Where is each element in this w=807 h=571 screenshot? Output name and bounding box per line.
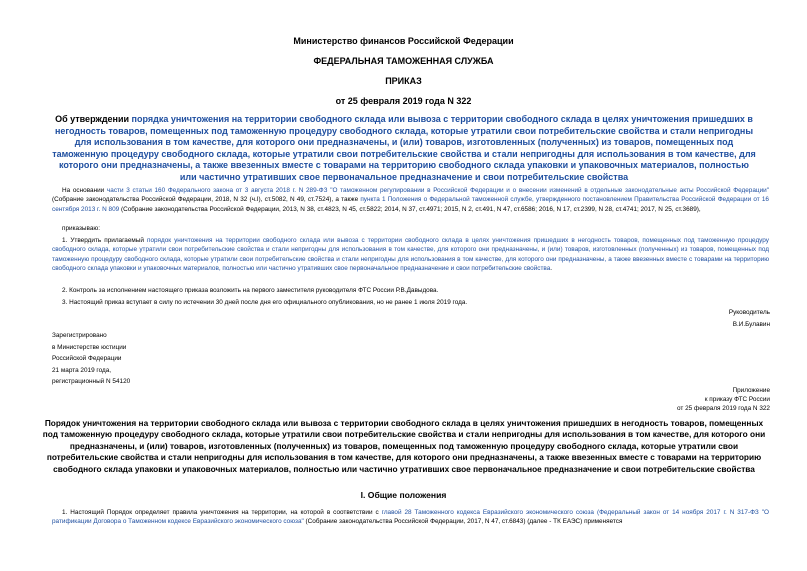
signature-role: Руководитель	[728, 309, 770, 316]
service-name: ФЕДЕРАЛЬНАЯ ТАМОЖЕННАЯ СЛУЖБА	[313, 56, 494, 66]
preamble-text-3: (Собрание законодательства Российской Федерации, 2013, N 38, ст.4823, N 45, ст.5822; 2014, N 37, ст.4971; 2015, N 2, ст.491, N 47, ст.6586; 2016, N 17, ст.2399, N 28, ст.4741; 2017, N 25, ст.3689),	[119, 205, 701, 213]
preamble-paragraph	[52, 186, 769, 214]
ministry-name: Министерство финансов Российской Федерации	[293, 36, 514, 46]
appendix-title: Порядок уничтожения на территории свободного склада или вывоза с территории свободного склада в целях уничтожения пришедших в негодность товаров, помещенных под таможенную процедуру свободного склада, которые утратили свои потребительские свойства и стали непригодны для использования в том качестве, для которого они предназначены, и (или) товаров, изготовленных (полученных) из товаров, помещенных под таможенную процедуру свободного склада, которые утратили свои потребительские свойства и стали непригодны для использования в том качестве, для которого они предназначены, а также ввезенных вместе с товарами на территорию свободного склада упаковки и упаковочных материалов, полностью или частично утративших свое первоначальное предназначение и свои потребительские свойства	[42, 418, 766, 474]
registration-line-5: регистрационный N 54120	[52, 378, 131, 386]
registration-block	[52, 330, 130, 388]
approved-order-link[interactable]: порядок уничтожения на территории свободного склада или вывоза с территории свободного склада в целях уничтожения пришедших в негодность товаров, помещенных под таможенную процедуру свободного склада, которые утратили свои потребительские свойства и стали непригодны для использования в том качестве, для которого они предназначены, и (или) товаров, изготовленных (полученных) из товаров, помещенных под таможенную процедуру свободного склада, которые утратили свои потребительские свойства и стали непригодны для использования в том качестве, для которого они предназначены, а также ввезенных вместе с товарами на территорию свободного склада упаковки и упаковочных материалов, полностью или частично утративших свое первоначальное предназначение и свои потребительские свойства	[52, 237, 769, 272]
law-317-link[interactable]: (Федеральный закон от 14 ноября 2017 г. N 317-ФЗ "О ратификации Договора о Таможенном кодексе Евразийского экономического союза"	[52, 509, 769, 526]
registration-line-1: Зарегистрировано	[52, 332, 107, 339]
law-289-link[interactable]: части 3 статьи 160 Федерального закона от 3 августа 2018 г. N 289-ФЗ "О таможенном регулировании в Российской Федерации и о внесении изменений в отдельные законодательные акты Российской Федерации"	[106, 187, 769, 194]
document-title	[52, 114, 756, 184]
regulation-809-link[interactable]: пункта 1 Положения о Федеральной таможенной службе, утвержденного постановлением Правительства Российской Федерации от 16 сентября 2013 г. N 809	[52, 196, 769, 213]
preamble-text-1: На основании	[62, 187, 107, 194]
item-1-end: .	[550, 264, 553, 272]
title-prefix: Об утверждении	[55, 114, 132, 124]
item-3-paragraph: 3. Настоящий приказ вступает в силу по истечении 30 дней после дня его официального опубликования, но не ранее 1 июля 2019 года.	[62, 299, 468, 306]
signature-name: В.И.Булавин	[732, 321, 770, 329]
appendix-line-3: от 25 февраля 2019 года N 322	[677, 405, 770, 413]
tk-eaes-chapter-link[interactable]: главой 28 Таможенного кодекса Евразийского экономического союза	[381, 509, 594, 516]
registration-line-3: Российской Федерации	[52, 355, 122, 363]
appendix-reference	[560, 386, 770, 414]
section-heading: I. Общие положения	[360, 490, 447, 500]
item-1-text: 1. Утвердить прилагаемый	[62, 237, 148, 244]
document-type: ПРИКАЗ	[385, 76, 422, 86]
order-word: приказываю:	[62, 225, 100, 232]
appendix-line-1: Приложение	[732, 387, 770, 394]
registration-line-4: 21 марта 2019 года,	[52, 366, 112, 374]
registration-line-2: в Министерстве юстиции	[52, 343, 127, 351]
item-2-paragraph: 2. Контроль за исполнением настоящего приказа возложить на первого заместителя руководителя ФТС России Р.В.Давыдова.	[62, 287, 439, 294]
paragraph-1-text-3: (Собрание законодательства Российской Федерации, 2017, N 47, ст.6843) (далее - ТК ЕАЭС) применяется	[303, 518, 623, 526]
title-order-link[interactable]: порядка уничтожения на территории свободного склада или вывоза с территории свободного склада в целях уничтожения пришедших в негодность товаров, помещенных под таможенную процедуру свободного склада, которые утратили свои потребительские свойства и стали непригодны для использования в том качестве, для которого они предназначены, и (или) товаров, изготовленных (полученных) из товаров, помещенных под таможенную процедуру свободного склада, которые утратили свои потребительские свойства и стали непригодны для использования в том качестве, для которого они предназначены, а также ввезенных вместе с товарами на территорию свободного склада упаковки и упаковочных материалов, полностью или частично утративших свое первоначальное предназначение и свои потребительские свойства	[52, 114, 756, 182]
paragraph-1	[52, 508, 769, 527]
signature-block	[600, 308, 770, 329]
document-date-number: от 25 февраля 2019 года N 322	[335, 96, 472, 106]
paragraph-1-text-1: 1. Настоящий Порядок определяет правила уничтожения на территории, на которой в соответствии с	[62, 509, 382, 516]
item-1-paragraph	[52, 236, 769, 273]
preamble-text-2: (Собрание законодательства Российской Федерации, 2018, N 32 (ч.I), ст.5082, N 49, ст.7524), а также	[52, 196, 361, 204]
appendix-line-2: к приказу ФТС России	[704, 396, 770, 404]
